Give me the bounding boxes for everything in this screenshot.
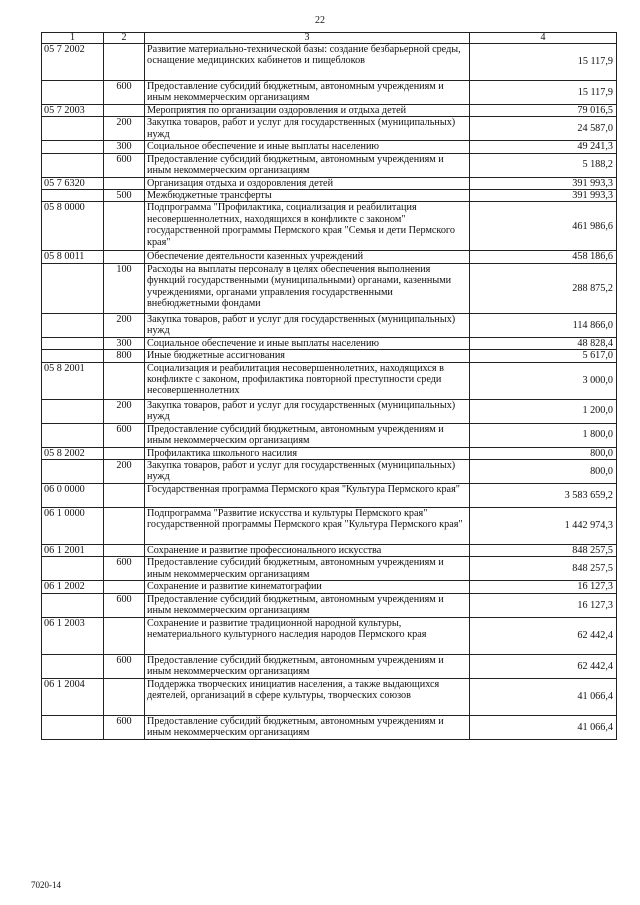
row-name: Иные бюджетные ассигнования bbox=[145, 350, 470, 362]
row-code: 05 7 2003 bbox=[42, 104, 104, 116]
table-row bbox=[42, 545, 617, 557]
row-name: Закупка товаров, работ и услуг для государственных (муниципальных) нужд bbox=[145, 460, 470, 484]
table-row bbox=[42, 117, 617, 141]
table-row bbox=[42, 44, 617, 81]
row-amount: 62 442,4 bbox=[470, 654, 617, 678]
table-row bbox=[42, 508, 617, 545]
row-code: 05 7 6320 bbox=[42, 177, 104, 189]
row-amount: 114 866,0 bbox=[470, 313, 617, 337]
row-name: Социальное обеспечение и иные выплаты населению bbox=[145, 141, 470, 153]
row-name: Мероприятия по организации оздоровления и отдыха детей bbox=[145, 104, 470, 116]
row-expense-type bbox=[104, 251, 145, 263]
row-expense-type bbox=[104, 447, 145, 459]
table-row bbox=[42, 81, 617, 105]
row-code bbox=[42, 593, 104, 617]
row-code bbox=[42, 81, 104, 105]
row-expense-type bbox=[104, 508, 145, 545]
row-name: Предоставление субсидий бюджетным, автономным учреждениям и иным некоммерческим организациям bbox=[145, 423, 470, 447]
table-row bbox=[42, 313, 617, 337]
row-name: Организация отдыха и оздоровления детей bbox=[145, 177, 470, 189]
table-row bbox=[42, 362, 617, 399]
row-expense-type bbox=[104, 484, 145, 508]
row-name: Предоставление субсидий бюджетным, автономным учреждениям и иным некоммерческим организациям bbox=[145, 557, 470, 581]
row-name: Межбюджетные трансферты bbox=[145, 190, 470, 202]
row-code bbox=[42, 263, 104, 313]
row-expense-type bbox=[104, 362, 145, 399]
column-header: 4 bbox=[470, 33, 617, 44]
row-code: 06 1 2003 bbox=[42, 617, 104, 654]
row-code: 06 1 2001 bbox=[42, 545, 104, 557]
row-amount: 288 875,2 bbox=[470, 263, 617, 313]
row-name: Предоставление субсидий бюджетным, автономным учреждениям и иным некоммерческим организациям bbox=[145, 593, 470, 617]
table-row bbox=[42, 141, 617, 153]
row-amount: 848 257,5 bbox=[470, 557, 617, 581]
row-name: Сохранение и развитие кинематографии bbox=[145, 581, 470, 593]
row-code bbox=[42, 337, 104, 349]
table-row bbox=[42, 251, 617, 263]
row-amount: 1 800,0 bbox=[470, 423, 617, 447]
row-amount: 5 617,0 bbox=[470, 350, 617, 362]
row-amount: 800,0 bbox=[470, 447, 617, 459]
row-amount: 5 188,2 bbox=[470, 153, 617, 177]
row-expense-type bbox=[104, 202, 145, 251]
row-amount: 41 066,4 bbox=[470, 678, 617, 715]
row-name: Социальное обеспечение и иные выплаты населению bbox=[145, 337, 470, 349]
row-amount: 79 016,5 bbox=[470, 104, 617, 116]
table-row bbox=[42, 447, 617, 459]
row-name: Обеспечение деятельности казенных учреждений bbox=[145, 251, 470, 263]
row-amount: 3 583 659,2 bbox=[470, 484, 617, 508]
row-code: 05 8 0000 bbox=[42, 202, 104, 251]
row-amount: 1 200,0 bbox=[470, 399, 617, 423]
table-row bbox=[42, 678, 617, 715]
row-name: Профилактика школьного насилия bbox=[145, 447, 470, 459]
row-amount: 41 066,4 bbox=[470, 715, 617, 739]
row-amount: 848 257,5 bbox=[470, 545, 617, 557]
row-expense-type: 300 bbox=[104, 337, 145, 349]
row-amount: 391 993,3 bbox=[470, 177, 617, 189]
row-expense-type: 600 bbox=[104, 153, 145, 177]
row-name: Расходы на выплаты персоналу в целях обеспечения выполнения функций государственными (муниципальными) органами, казенными учреждениями, органами управления государственными внебюджетными фондами bbox=[145, 263, 470, 313]
row-amount: 16 127,3 bbox=[470, 593, 617, 617]
row-amount: 461 986,6 bbox=[470, 202, 617, 251]
row-amount: 458 186,6 bbox=[470, 251, 617, 263]
row-code: 06 0 0000 bbox=[42, 484, 104, 508]
row-expense-type: 600 bbox=[104, 654, 145, 678]
row-name: Подпрограмма "Развитие искусства и культуры Пермского края" государственной программы Пермского края "Культура Пермского края" bbox=[145, 508, 470, 545]
table-row bbox=[42, 654, 617, 678]
row-name: Закупка товаров, работ и услуг для государственных (муниципальных) нужд bbox=[145, 399, 470, 423]
table-row bbox=[42, 350, 617, 362]
row-expense-type: 600 bbox=[104, 715, 145, 739]
row-amount: 15 117,9 bbox=[470, 81, 617, 105]
row-code: 05 7 2002 bbox=[42, 44, 104, 81]
row-amount: 800,0 bbox=[470, 460, 617, 484]
table-header-row bbox=[42, 33, 617, 44]
row-code bbox=[42, 654, 104, 678]
row-code bbox=[42, 399, 104, 423]
row-name: Сохранение и развитие традиционной народной культуры, нематериального культурного наследия народов Пермского края bbox=[145, 617, 470, 654]
table-row bbox=[42, 202, 617, 251]
table-row bbox=[42, 337, 617, 349]
row-amount: 15 117,9 bbox=[470, 44, 617, 81]
table-row bbox=[42, 190, 617, 202]
row-name: Закупка товаров, работ и услуг для государственных (муниципальных) нужд bbox=[145, 313, 470, 337]
row-expense-type: 200 bbox=[104, 460, 145, 484]
row-name: Сохранение и развитие профессионального искусства bbox=[145, 545, 470, 557]
row-amount: 48 828,4 bbox=[470, 337, 617, 349]
column-header: 1 bbox=[42, 33, 104, 44]
document-code: 7020-14 bbox=[31, 880, 61, 890]
budget-table-body bbox=[42, 33, 617, 740]
row-name: Предоставление субсидий бюджетным, автономным учреждениям и иным некоммерческим организациям bbox=[145, 153, 470, 177]
page-number: 22 bbox=[315, 15, 325, 26]
row-expense-type: 100 bbox=[104, 263, 145, 313]
table-row bbox=[42, 557, 617, 581]
table-row bbox=[42, 104, 617, 116]
column-header: 3 bbox=[145, 33, 470, 44]
row-expense-type bbox=[104, 545, 145, 557]
row-name: Подпрограмма "Профилактика, социализация и реабилитация несовершеннолетних, находящихся в конфликте с законом" государственной программы Пермского края "Семья и дети Пермского края" bbox=[145, 202, 470, 251]
column-header: 2 bbox=[104, 33, 145, 44]
row-expense-type bbox=[104, 177, 145, 189]
row-expense-type: 600 bbox=[104, 557, 145, 581]
row-code bbox=[42, 423, 104, 447]
table-row bbox=[42, 399, 617, 423]
row-expense-type: 600 bbox=[104, 593, 145, 617]
row-amount: 1 442 974,3 bbox=[470, 508, 617, 545]
row-expense-type: 600 bbox=[104, 81, 145, 105]
row-expense-type: 200 bbox=[104, 313, 145, 337]
row-expense-type bbox=[104, 44, 145, 81]
row-expense-type: 800 bbox=[104, 350, 145, 362]
row-expense-type: 500 bbox=[104, 190, 145, 202]
row-name: Социализация и реабилитация несовершеннолетних, находящихся в конфликте с законом, профилактика повторной преступности среди несовершеннолетних bbox=[145, 362, 470, 399]
table-row bbox=[42, 593, 617, 617]
row-code: 06 1 0000 bbox=[42, 508, 104, 545]
row-code: 05 8 2001 bbox=[42, 362, 104, 399]
table-row bbox=[42, 617, 617, 654]
table-row bbox=[42, 460, 617, 484]
row-code: 06 1 2002 bbox=[42, 581, 104, 593]
row-expense-type: 600 bbox=[104, 423, 145, 447]
row-name: Развитие материально-технической базы: создание безбарьерной среды, оснащение медицинских кабинетов и пищеблоков bbox=[145, 44, 470, 81]
row-name: Предоставление субсидий бюджетным, автономным учреждениям и иным некоммерческим организациям bbox=[145, 715, 470, 739]
row-name: Предоставление субсидий бюджетным, автономным учреждениям и иным некоммерческим организациям bbox=[145, 654, 470, 678]
row-code bbox=[42, 190, 104, 202]
row-code: 05 8 2002 bbox=[42, 447, 104, 459]
row-expense-type bbox=[104, 678, 145, 715]
row-expense-type bbox=[104, 581, 145, 593]
table-row bbox=[42, 715, 617, 739]
table-row bbox=[42, 423, 617, 447]
table-row bbox=[42, 177, 617, 189]
row-code: 05 8 0011 bbox=[42, 251, 104, 263]
table-row bbox=[42, 153, 617, 177]
row-amount: 62 442,4 bbox=[470, 617, 617, 654]
row-name: Закупка товаров, работ и услуг для государственных (муниципальных) нужд bbox=[145, 117, 470, 141]
row-expense-type: 200 bbox=[104, 117, 145, 141]
table-row bbox=[42, 581, 617, 593]
row-expense-type: 200 bbox=[104, 399, 145, 423]
row-expense-type bbox=[104, 617, 145, 654]
row-amount: 3 000,0 bbox=[470, 362, 617, 399]
row-code bbox=[42, 715, 104, 739]
row-code bbox=[42, 350, 104, 362]
row-name: Поддержка творческих инициатив населения, а также выдающихся деятелей, организаций в сфере культуры, творческих союзов bbox=[145, 678, 470, 715]
row-amount: 24 587,0 bbox=[470, 117, 617, 141]
row-name: Государственная программа Пермского края "Культура Пермского края" bbox=[145, 484, 470, 508]
row-code: 06 1 2004 bbox=[42, 678, 104, 715]
row-amount: 16 127,3 bbox=[470, 581, 617, 593]
row-expense-type: 300 bbox=[104, 141, 145, 153]
row-code bbox=[42, 153, 104, 177]
row-code bbox=[42, 557, 104, 581]
row-expense-type bbox=[104, 104, 145, 116]
row-code bbox=[42, 460, 104, 484]
row-amount: 391 993,3 bbox=[470, 190, 617, 202]
budget-table bbox=[41, 32, 617, 740]
row-code bbox=[42, 117, 104, 141]
row-amount: 49 241,3 bbox=[470, 141, 617, 153]
row-code bbox=[42, 313, 104, 337]
row-code bbox=[42, 141, 104, 153]
row-name: Предоставление субсидий бюджетным, автономным учреждениям и иным некоммерческим организациям bbox=[145, 81, 470, 105]
table-row bbox=[42, 263, 617, 313]
table-row bbox=[42, 484, 617, 508]
